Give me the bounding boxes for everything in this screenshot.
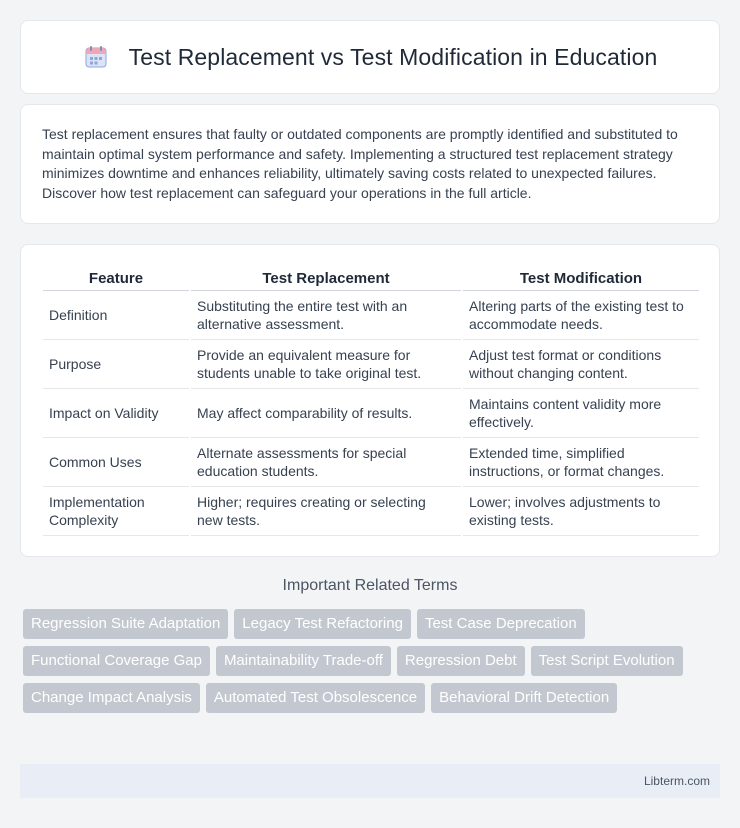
table-row xyxy=(43,340,699,389)
table-cell: Purpose xyxy=(43,340,189,389)
table-row xyxy=(43,389,699,438)
table-cell: Impact on Validity xyxy=(43,389,189,438)
table-cell: Definition xyxy=(43,291,189,340)
related-term-tag[interactable]: Maintainability Trade-off xyxy=(216,646,391,676)
table-cell: Lower; involves adjustments to existing tests. xyxy=(463,487,699,536)
related-term-tag[interactable]: Behavioral Drift Detection xyxy=(431,683,617,713)
related-term-tag[interactable]: Legacy Test Refactoring xyxy=(234,609,411,639)
table-cell: Maintains content validity more effectively. xyxy=(463,389,699,438)
calendar-icon xyxy=(83,44,109,70)
column-header: Test Replacement xyxy=(191,265,461,291)
footer-site-link[interactable]: Libterm.com xyxy=(643,774,710,788)
column-header: Test Modification xyxy=(463,265,699,291)
table-row xyxy=(43,291,699,340)
table-cell: Adjust test format or conditions without changing content. xyxy=(463,340,699,389)
table-row xyxy=(43,438,699,487)
column-header: Feature xyxy=(43,265,189,291)
table-cell: Provide an equivalent measure for students unable to take original test. xyxy=(191,340,461,389)
page-title: Test Replacement vs Test Modification in Education xyxy=(128,43,658,70)
intro-card xyxy=(20,104,720,224)
related-terms-title: Important Related Terms xyxy=(282,577,458,594)
related-term-tag[interactable]: Test Script Evolution xyxy=(531,646,683,676)
comparison-table xyxy=(41,265,701,536)
related-term-tag[interactable]: Change Impact Analysis xyxy=(23,683,200,713)
intro-text: Test replacement ensures that faulty or outdated components are promptly identified and substituted to maintain optimal system performance and safety. Implementing a structured test replacement strategy minimizes downtime and enhances reliability, ultimately saving costs related to unexpected failures. Discover how test replacement can safeguard your operations in the full article. xyxy=(42,126,678,201)
related-terms-list xyxy=(23,609,723,713)
related-term-tag[interactable]: Functional Coverage Gap xyxy=(23,646,210,676)
related-term-tag[interactable]: Automated Test Obsolescence xyxy=(206,683,425,713)
header-card xyxy=(20,20,720,94)
related-term-tag[interactable]: Test Case Deprecation xyxy=(417,609,585,639)
related-term-tag[interactable]: Regression Debt xyxy=(397,646,525,676)
table-header-row xyxy=(43,265,699,291)
related-term-tag[interactable]: Regression Suite Adaptation xyxy=(23,609,228,639)
table-cell: Higher; requires creating or selecting new tests. xyxy=(191,487,461,536)
comparison-table-card xyxy=(20,244,720,557)
table-cell: May affect comparability of results. xyxy=(191,389,461,438)
table-cell: Altering parts of the existing test to accommodate needs. xyxy=(463,291,699,340)
table-cell: Common Uses xyxy=(43,438,189,487)
table-cell: Implementation Complexity xyxy=(43,487,189,536)
table-row xyxy=(43,487,699,536)
footer xyxy=(20,764,720,798)
table-cell: Substituting the entire test with an alternative assessment. xyxy=(191,291,461,340)
table-cell: Extended time, simplified instructions, or format changes. xyxy=(463,438,699,487)
table-cell: Alternate assessments for special education students. xyxy=(191,438,461,487)
